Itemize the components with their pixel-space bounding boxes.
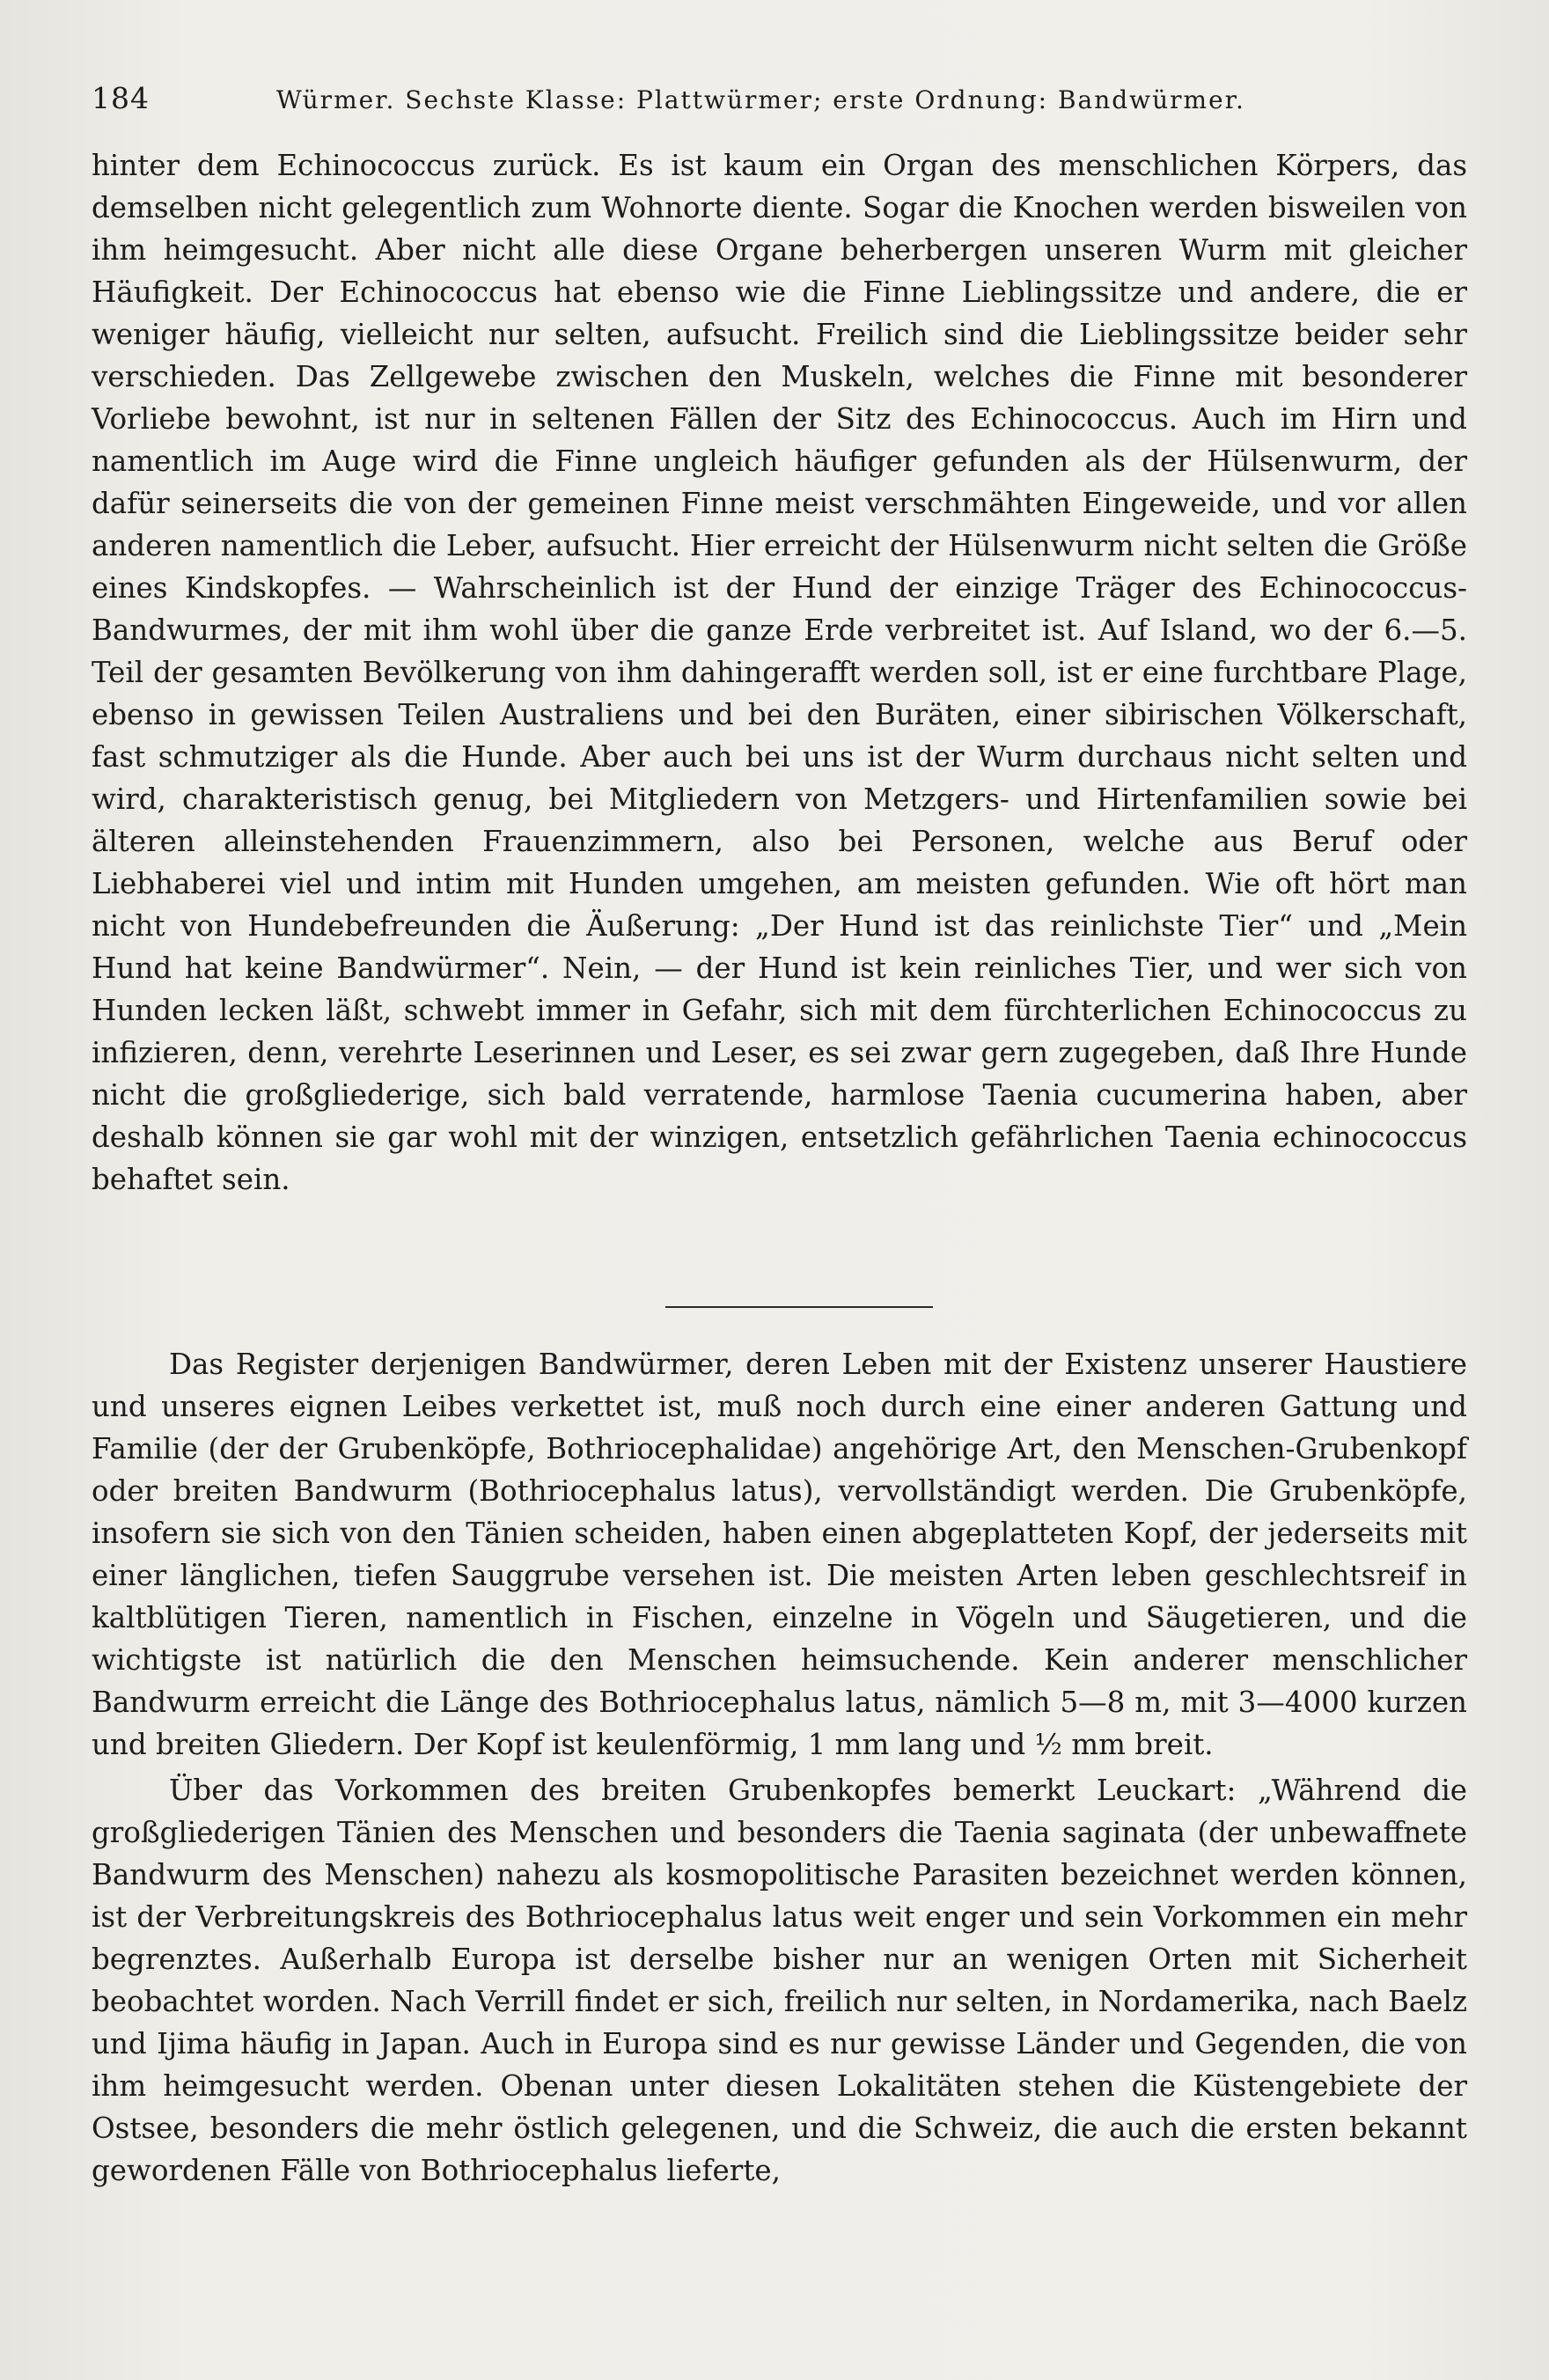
paragraph: Das Register derjenigen Bandwürmer, deren Leben mit der Existenz unserer Haustiere und unseres eignen Leibes verkettet ist, muß noch durch eine einer anderen Gattung und Familie (der der Grubenköpfe, Bothriocephalidae) angehörige Art, den Menschen-Grubenkopf oder breiten Bandwurm (Bothriocephalus latus), vervollständigt werden. Die Grubenköpfe, insofern sie sich von den Tänien scheiden, haben einen abgeplatteten Kopf, der jederseits mit einer länglichen, tiefen Sauggrube versehen ist. Die meisten Arten leben geschlechtsreif in kaltblütigen Tieren, namentlich in Fischen, einzelne in Vögeln und Säugetieren, und die wichtigste ist natürlich die den Menschen heimsuchende. Kein anderer menschlicher Bandwurm erreicht die Länge des Bothriocephalus latus, nämlich 5—8 m, mit 3—4000 kurzen und breiten Gliedern. Der Kopf ist keulenförmig, 1 mm lang und ½ mm breit. bbox=[92, 1348, 1467, 1761]
paragraph: Über das Vorkommen des breiten Grubenkopfes bemerkt Leuckart: „Während die großgliederigen Tänien des Menschen und besonders die Taenia saginata (der unbewaffnete Bandwurm des Menschen) nahezu als kosmopolitische Parasiten bezeichnet werden können, ist der Verbreitungskreis des Bothriocephalus latus weit enger und sein Vorkommen ein mehr begrenztes. Außerhalb Europa ist derselbe bisher nur an wenigen Orten mit Sicherheit beobachtet worden. Nach Verrill findet er sich, freilich nur selten, in Nordamerika, nach Baelz und Ijima häufig in Japan. Auch in Europa sind es nur gewisse Länder und Gegenden, die von ihm heimgesucht werden. Obenan unter diesen Lokalitäten stehen die Küstengebiete der Ostsee, besonders die mehr östlich gelegenen, und die Schweiz, die auch die ersten bekannt gewordenen Fälle von Bothriocephalus lieferte, bbox=[92, 1774, 1467, 2187]
paragraph: hinter dem Echinococcus zurück. Es ist kaum ein Organ des menschlichen Körpers, das demselben nicht gelegentlich zum Wohnorte diente. Sogar die Knochen werden bisweilen von ihm heimgesucht. Aber nicht alle diese Organe beherbergen unseren Wurm mit gleicher Häufigkeit. Der Echinococcus hat ebenso wie die Finne Lieblingssitze und andere, die er weniger häufig, vielleicht nur selten, aufsucht. Freilich sind die Lieblingssitze beider sehr verschieden. Das Zellgewebe zwischen den Muskeln, welches die Finne mit besonderer Vorliebe bewohnt, ist nur in seltenen Fällen der Sitz des Echinococcus. Auch im Hirn und namentlich im Auge wird die Finne ungleich häufiger gefunden als der Hülsenwurm, der dafür seinerseits die von der gemeinen Finne meist verschmähten Eingeweide, und vor allen anderen namentlich die Leber, aufsucht. Hier erreicht der Hülsenwurm nicht selten die Größe eines Kindskopfes. — Wahrscheinlich ist der Hund der einzige Träger des Echinococcus-Bandwurmes, der mit ihm wohl über die ganze Erde verbreitet ist. Auf Island, wo der 6.—5. Teil der gesamten Bevölkerung von ihm dahingerafft werden soll, ist er eine furchtbare Plage, ebenso in gewissen Teilen Australiens und bei den Buräten, einer sibirischen Völkerschaft, fast schmutziger als die Hunde. Aber auch bei uns ist der Wurm durchaus nicht selten und wird, charakteristisch genug, bei Mitgliedern von Metzgers- und Hirtenfamilien sowie bei älteren alleinstehenden Frauenzimmern, also bei Personen, welche aus Beruf oder Liebhaberei viel und intim mit Hunden umgehen, am meisten gefunden. Wie oft hört man nicht von Hundebefreunden die Äußerung: „Der Hund ist das reinlichste Tier“ und „Mein Hund hat keine Bandwürmer“. Nein, — der Hund ist kein reinliches Tier, und wer sich von Hunden lecken läßt, schwebt immer in Gefahr, sich mit dem fürchterlichen Echinococcus zu infizieren, denn, verehrte Leserinnen und Leser, es sei zwar gern zugegeben, daß Ihre Hunde nicht die großgliederige, sich bald verratende, harmlose Taenia cucumerina haben, aber deshalb können sie gar wohl mit der winzigen, entsetzlich gefährlichen Taenia echinococcus behaftet sein. bbox=[92, 149, 1467, 1196]
running-head: Würmer. Sechste Klasse: Plattwürmer; erste Ordnung: Bandwürmer. bbox=[276, 85, 1245, 114]
page-header bbox=[92, 81, 1447, 120]
page-number: 184 bbox=[92, 81, 150, 115]
section-divider bbox=[665, 1306, 933, 1308]
body-text-section-2 bbox=[92, 1343, 1467, 2192]
body-text-section-1 bbox=[92, 144, 1467, 1201]
